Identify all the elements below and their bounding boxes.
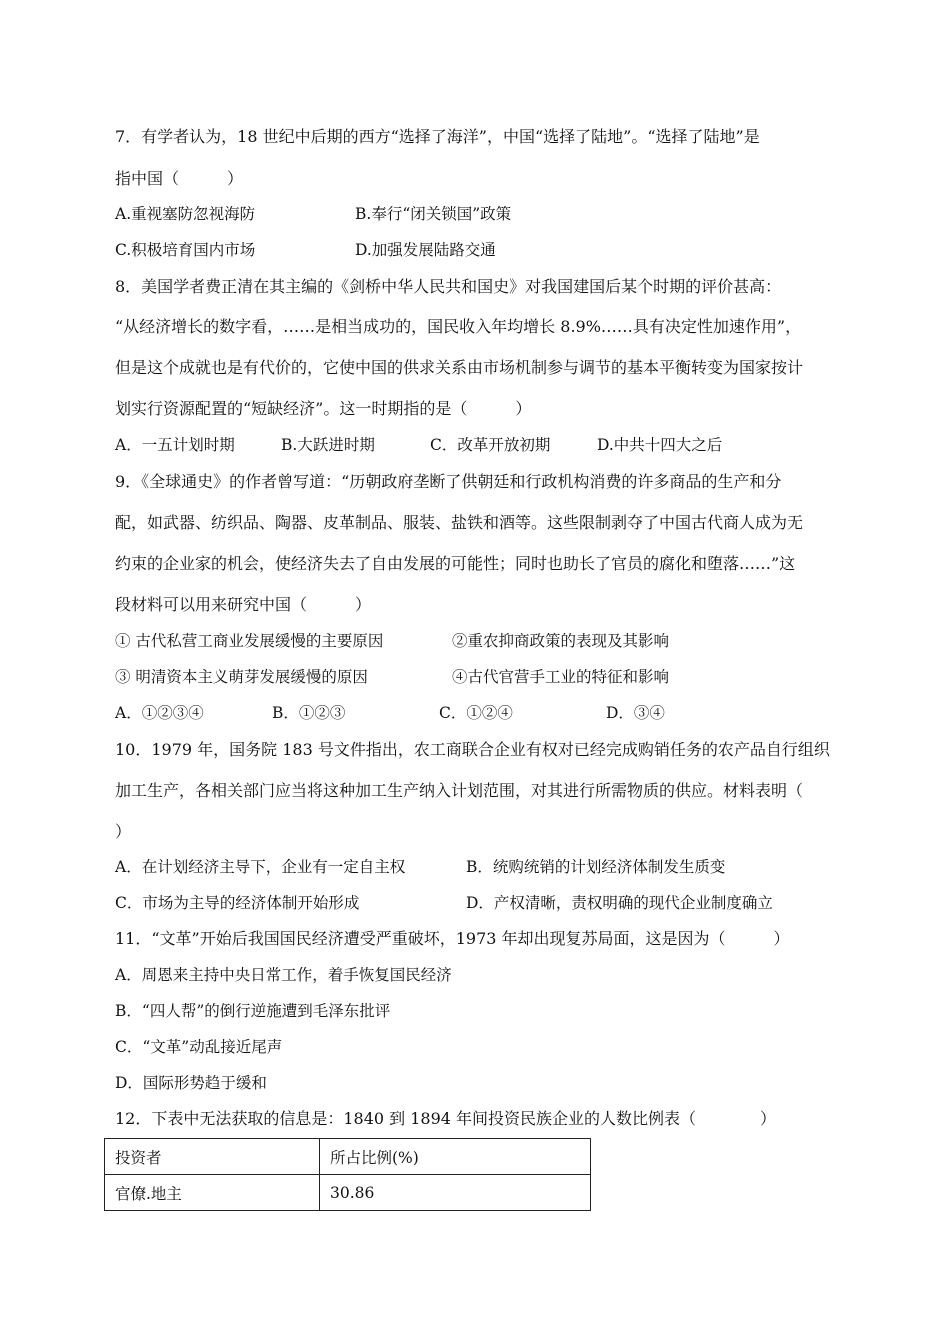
q9-item-4: ④古代官营手工业的特征和影响 [452, 668, 670, 686]
investor-ratio-table [104, 1138, 591, 1211]
q8-stem-line3: 但是这个成就也是有代价的，它使中国的供求关系由市场机制参与调节的基本平衡转变为国家按计 [115, 358, 804, 377]
q10-option-b: B．统购统销的计划经济体制发生质变 [466, 858, 726, 876]
q11-option-a: A．周恩来主持中央日常工作，着手恢复国民经济 [115, 966, 452, 984]
q7-option-a: A.重视塞防忽视海防 [115, 205, 256, 223]
q10-stem-line2: 加工生产，各相关部门应当将这种加工生产纳入计划范围，对其进行所需物质的供应。材料表明（ [115, 781, 804, 800]
q9-stem-line1: 9．《全球通史》的作者曾写道：“历朝政府垄断了供朝廷和行政机构消费的许多商品的生产和分 [115, 472, 782, 491]
table-header-row [105, 1139, 591, 1175]
table-header-cell: 投资者 [105, 1139, 320, 1175]
table-cell: 30.86 [320, 1175, 591, 1211]
q9-item-3: ③ 明清资本主义萌芽发展缓慢的原因 [115, 668, 368, 686]
q8-option-b: B.大跃进时期 [281, 436, 375, 454]
q8-stem-line2: “从经济增长的数字看，……是相当成功的，国民收入年均增长 8.9%……具有决定性加速作用”， [115, 317, 802, 336]
q8-option-c: C．改革开放初期 [430, 436, 551, 454]
q10-stem-line1: 10．1979 年，国务院 183 号文件指出，农工商联合企业有权对已经完成购销任务的农产品自行组织 [115, 740, 830, 759]
q7-option-c: C.积极培育国内市场 [115, 241, 256, 259]
q9-option-c: C．①②④ [439, 704, 513, 722]
table-row [105, 1175, 591, 1211]
q8-option-d: D.中共十四大之后 [597, 436, 723, 454]
q8-option-a: A．一五计划时期 [115, 436, 235, 454]
q11-option-d: D．国际形势趋于缓和 [115, 1074, 267, 1092]
q9-option-d: D．③④ [606, 704, 665, 722]
q10-stem-line3: ） [115, 822, 132, 841]
q9-item-2: ②重农抑商政策的表现及其影响 [452, 632, 670, 650]
q12-stem-line1: 12．下表中无法获取的信息是：1840 到 1894 年间投资民族企业的人数比例表（ ） [115, 1109, 777, 1128]
q9-option-b: B．①②③ [272, 704, 346, 722]
q10-option-a: A．在计划经济主导下，企业有一定自主权 [115, 858, 406, 876]
q11-stem-line1: 11．“文革”开始后我国国民经济遭受严重破坏，1973 年却出现复苏局面，这是因为（ ） [115, 929, 790, 948]
q7-option-d: D.加强发展陆路交通 [355, 241, 496, 259]
q10-option-c: C．市场为主导的经济体制开始形成 [115, 894, 360, 912]
q7-stem-line1: 7．有学者认为，18 世纪中后期的西方“选择了海洋”，中国“选择了陆地”。“选择了陆地”是 [115, 127, 760, 146]
q9-item-1: ① 古代私营工商业发展缓慢的主要原因 [115, 632, 384, 650]
q8-stem-line4: 划实行资源配置的“短缺经济”。这一时期指的是（ ） [115, 399, 532, 418]
q11-option-b: B．“四人帮”的倒行逆施遭到毛泽东批评 [115, 1002, 391, 1020]
q9-stem-line2: 配，如武器、纺织品、陶器、皮革制品、服装、盐铁和酒等。这些限制剥夺了中国古代商人成为无 [115, 513, 804, 532]
q7-option-b: B.奉行“闭关锁国”政策 [355, 205, 512, 223]
table-header-cell: 所占比例(%) [320, 1139, 591, 1175]
q9-option-a: A．①②③④ [115, 704, 204, 722]
q9-stem-line4: 段材料可以用来研究中国（ ） [115, 595, 372, 614]
q7-stem-line2: 指中国（ ） [115, 169, 244, 188]
q11-option-c: C．“文革”动乱接近尾声 [115, 1038, 283, 1056]
q9-stem-line3: 约束的企业家的机会，使经济失去了自由发展的可能性；同时也助长了官员的腐化和堕落……”这 [115, 554, 796, 573]
q8-stem-line1: 8．美国学者费正清在其主编的《剑桥中华人民共和国史》对我国建国后某个时期的评价甚高： [115, 277, 782, 296]
table-cell: 官僚.地主 [105, 1175, 320, 1211]
q10-option-d: D．产权清晰，责权明确的现代企业制度确立 [466, 894, 773, 912]
